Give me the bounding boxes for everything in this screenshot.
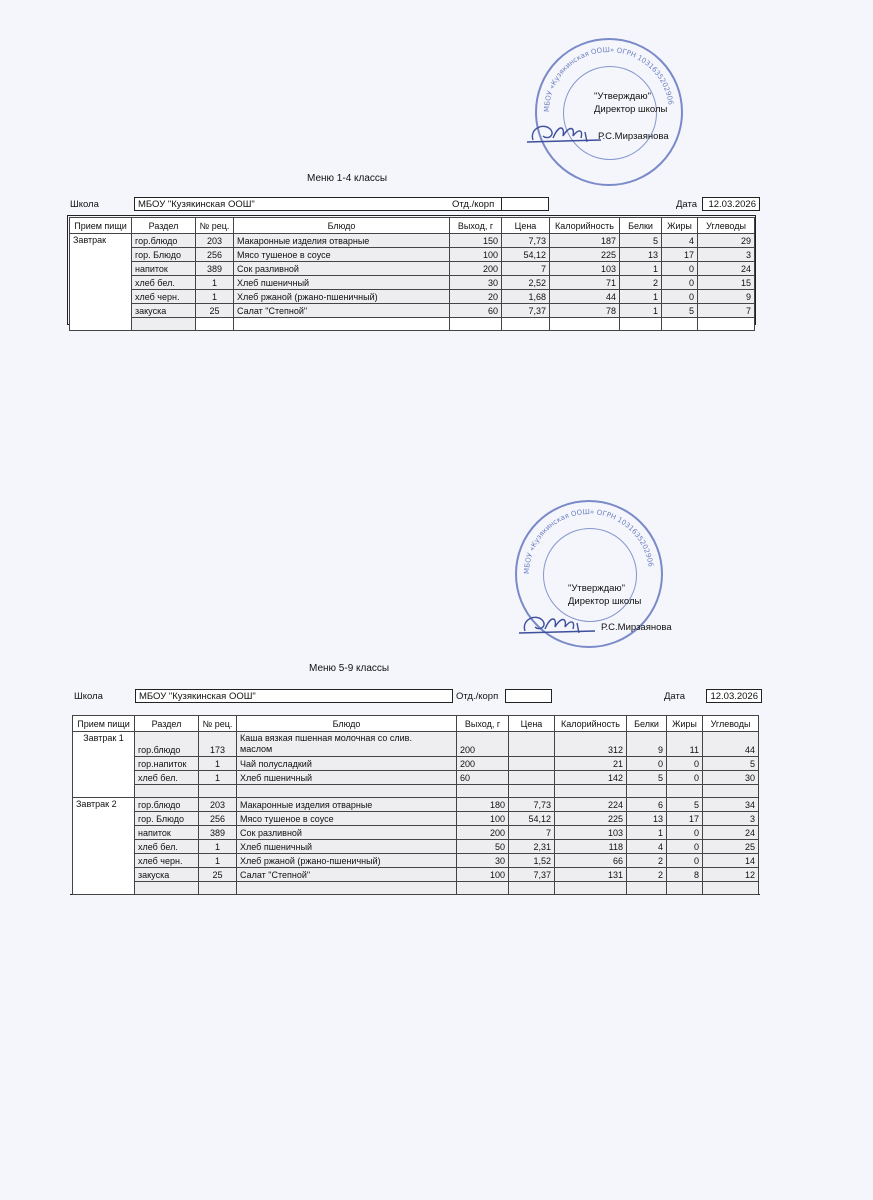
school-label: Школа bbox=[70, 199, 99, 210]
col-header: Блюдо bbox=[234, 218, 450, 234]
cell-dish: Сок разливной bbox=[234, 262, 450, 276]
col-header: Раздел bbox=[132, 218, 196, 234]
cell-carbs: 9 bbox=[698, 290, 755, 304]
cell-protein: 2 bbox=[620, 276, 662, 290]
cell-price: 7,73 bbox=[509, 798, 555, 812]
cell-yield: 200 bbox=[457, 757, 509, 771]
cell-fat: 17 bbox=[662, 248, 698, 262]
cell-calories: 187 bbox=[550, 234, 620, 248]
cell-section: гор.блюдо bbox=[135, 732, 199, 757]
table-row bbox=[70, 304, 755, 318]
cell-protein: 1 bbox=[620, 304, 662, 318]
cell-section: хлеб бел. bbox=[132, 276, 196, 290]
cell-yield: 30 bbox=[457, 854, 509, 868]
cell-carbs: 14 bbox=[703, 854, 759, 868]
cell-carbs: 29 bbox=[698, 234, 755, 248]
cell-recipe: 389 bbox=[196, 262, 234, 276]
approval-line2: Директор школы bbox=[594, 104, 668, 115]
cell-yield: 60 bbox=[450, 304, 502, 318]
cell-yield: 150 bbox=[450, 234, 502, 248]
table-row-empty bbox=[73, 785, 759, 798]
dept-field bbox=[501, 197, 549, 211]
cell-yield: 180 bbox=[457, 798, 509, 812]
cell-recipe: 389 bbox=[199, 826, 237, 840]
date-field: 12.03.2026 bbox=[702, 197, 760, 211]
cell-dish: Чай полусладкий bbox=[237, 757, 457, 771]
cell-fat: 0 bbox=[662, 276, 698, 290]
cell-dish-line1: Каша вязкая пшенная молочная со слив. bbox=[240, 733, 412, 743]
cell-section: напиток bbox=[132, 262, 196, 276]
cell-dish: Хлеб ржаной (ржано-пшеничный) bbox=[234, 290, 450, 304]
col-header: Цена bbox=[502, 218, 550, 234]
stamp-ring-text: МБОУ «Кузякинская ООШ» ОГРН 1031635202906 bbox=[542, 45, 675, 113]
cell-yield: 50 bbox=[457, 840, 509, 854]
cell-protein: 1 bbox=[627, 826, 667, 840]
cell-protein: 13 bbox=[627, 812, 667, 826]
table-row bbox=[73, 771, 759, 785]
cell-calories: 103 bbox=[555, 826, 627, 840]
approval-block bbox=[568, 582, 641, 608]
cell-yield: 100 bbox=[457, 812, 509, 826]
cell-carbs: 34 bbox=[703, 798, 759, 812]
col-header: Блюдо bbox=[237, 716, 457, 732]
col-header: № рец. bbox=[196, 218, 234, 234]
cell-price: 7 bbox=[509, 826, 555, 840]
menu-title: Меню 5-9 классы bbox=[309, 663, 390, 674]
cell-section: напиток bbox=[135, 826, 199, 840]
approval-director-name: Р.С.Мирзаянова bbox=[601, 622, 672, 633]
cell-calories: 71 bbox=[550, 276, 620, 290]
cell-price: 7,37 bbox=[509, 868, 555, 882]
menu-header-row bbox=[70, 199, 760, 213]
cell-carbs: 3 bbox=[703, 812, 759, 826]
cell-dish: Мясо тушеное в соусе bbox=[237, 812, 457, 826]
cell-dish: Сок разливной bbox=[237, 826, 457, 840]
cell-protein: 5 bbox=[627, 771, 667, 785]
col-header: Жиры bbox=[667, 716, 703, 732]
dept-label: Отд./корп bbox=[452, 199, 495, 210]
cell-protein: 4 bbox=[627, 840, 667, 854]
cell-yield: 200 bbox=[457, 826, 509, 840]
cell-calories: 312 bbox=[555, 732, 627, 757]
table-row bbox=[70, 276, 755, 290]
cell-carbs: 3 bbox=[698, 248, 755, 262]
cell-dish: Хлеб ржаной (ржано-пшеничный) bbox=[237, 854, 457, 868]
cell-dish: Мясо тушеное в соусе bbox=[234, 248, 450, 262]
cell-yield: 30 bbox=[450, 276, 502, 290]
cell-price: 2,52 bbox=[502, 276, 550, 290]
cell-yield: 100 bbox=[457, 868, 509, 882]
col-header: Углеводы bbox=[703, 716, 759, 732]
cell-price bbox=[509, 771, 555, 785]
cell-calories: 225 bbox=[550, 248, 620, 262]
approval-director-name: Р.С.Мирзаянова bbox=[598, 131, 669, 142]
cell-fat: 11 bbox=[667, 732, 703, 757]
cell-fat: 0 bbox=[667, 757, 703, 771]
school-label: Школа bbox=[74, 691, 103, 702]
cell-calories: 225 bbox=[555, 812, 627, 826]
signature-icon bbox=[525, 118, 603, 146]
cell-carbs: 7 bbox=[698, 304, 755, 318]
cell-section: гор.блюдо bbox=[135, 798, 199, 812]
cell-yield: 20 bbox=[450, 290, 502, 304]
table-row-empty bbox=[70, 318, 755, 331]
meal-cell: Завтрак 2 bbox=[73, 798, 135, 895]
cell-fat: 0 bbox=[667, 826, 703, 840]
date-label: Дата bbox=[664, 691, 686, 702]
cell-recipe: 203 bbox=[199, 798, 237, 812]
col-header: Калорийность bbox=[550, 218, 620, 234]
cell-calories: 131 bbox=[555, 868, 627, 882]
cell-calories: 142 bbox=[555, 771, 627, 785]
table-header-row bbox=[73, 716, 759, 732]
col-header: Выход, г bbox=[450, 218, 502, 234]
cell-recipe: 1 bbox=[196, 276, 234, 290]
cell-calories: 224 bbox=[555, 798, 627, 812]
cell-recipe: 1 bbox=[199, 854, 237, 868]
cell-fat: 0 bbox=[662, 290, 698, 304]
cell-calories: 66 bbox=[555, 854, 627, 868]
cell-price: 7 bbox=[502, 262, 550, 276]
cell-protein: 0 bbox=[627, 757, 667, 771]
cell-price bbox=[509, 732, 555, 757]
cell-dish: Салат "Степной" bbox=[234, 304, 450, 318]
dept-field bbox=[505, 689, 552, 703]
cell-dish: Хлеб пшеничный bbox=[237, 840, 457, 854]
cell-fat: 0 bbox=[667, 840, 703, 854]
approval-line1: "Утверждаю" bbox=[568, 583, 625, 594]
cell-carbs: 44 bbox=[703, 732, 759, 757]
cell-carbs: 30 bbox=[703, 771, 759, 785]
cell-section: гор. Блюдо bbox=[135, 812, 199, 826]
menu-table bbox=[69, 217, 755, 331]
table-header-row bbox=[70, 218, 755, 234]
col-header: Раздел bbox=[135, 716, 199, 732]
cell-carbs: 15 bbox=[698, 276, 755, 290]
table-row bbox=[73, 868, 759, 882]
cell-calories: 78 bbox=[550, 304, 620, 318]
dept-label: Отд./корп bbox=[456, 691, 499, 702]
table-row bbox=[70, 290, 755, 304]
cell-section: хлеб бел. bbox=[135, 771, 199, 785]
cell-dish: Макаронные изделия отварные bbox=[237, 798, 457, 812]
table-row bbox=[73, 826, 759, 840]
cell-carbs: 25 bbox=[703, 840, 759, 854]
cell-calories: 118 bbox=[555, 840, 627, 854]
cell-dish bbox=[237, 732, 457, 757]
menu-title: Меню 1-4 классы bbox=[307, 173, 388, 184]
signature-icon bbox=[517, 609, 597, 637]
cell-price bbox=[509, 757, 555, 771]
school-field: МБОУ "Кузякинская ООШ" bbox=[135, 689, 453, 703]
cell-protein: 2 bbox=[627, 868, 667, 882]
col-header: Калорийность bbox=[555, 716, 627, 732]
cell-price: 1,68 bbox=[502, 290, 550, 304]
table-row-empty bbox=[73, 882, 759, 895]
cell-price: 7,73 bbox=[502, 234, 550, 248]
cell-recipe: 1 bbox=[199, 771, 237, 785]
cell-calories: 103 bbox=[550, 262, 620, 276]
cell-fat: 5 bbox=[667, 798, 703, 812]
cell-recipe: 203 bbox=[196, 234, 234, 248]
table-row bbox=[73, 812, 759, 826]
cell-price: 2,31 bbox=[509, 840, 555, 854]
cell-protein: 6 bbox=[627, 798, 667, 812]
cell-fat: 0 bbox=[667, 771, 703, 785]
cell-fat: 0 bbox=[662, 262, 698, 276]
table-row bbox=[70, 248, 755, 262]
col-header: Прием пищи bbox=[73, 716, 135, 732]
cell-recipe: 173 bbox=[199, 732, 237, 757]
cell-yield: 100 bbox=[450, 248, 502, 262]
cell-price: 1,52 bbox=[509, 854, 555, 868]
approval-line1: "Утверждаю" bbox=[594, 91, 651, 102]
cell-protein: 2 bbox=[627, 854, 667, 868]
cell-dish: Макаронные изделия отварные bbox=[234, 234, 450, 248]
cell-section: хлеб черн. bbox=[135, 854, 199, 868]
cell-section: хлеб бел. bbox=[135, 840, 199, 854]
col-header: Выход, г bbox=[457, 716, 509, 732]
table-row bbox=[73, 732, 759, 757]
meal-cell: Завтрак 1 bbox=[73, 732, 135, 798]
cell-recipe: 256 bbox=[199, 812, 237, 826]
cell-section: хлеб черн. bbox=[132, 290, 196, 304]
cell-section: гор. Блюдо bbox=[132, 248, 196, 262]
cell-protein: 1 bbox=[620, 290, 662, 304]
cell-fat: 0 bbox=[667, 854, 703, 868]
cell-carbs: 24 bbox=[703, 826, 759, 840]
cell-section: гор.напиток bbox=[135, 757, 199, 771]
cell-dish: Салат "Степной" bbox=[237, 868, 457, 882]
approval-line2: Директор школы bbox=[568, 596, 642, 607]
cell-price: 54,12 bbox=[509, 812, 555, 826]
svg-text:МБОУ «Кузякинская ООШ» ОГРН 10 bbox=[523, 508, 655, 574]
meal-cell: Завтрак bbox=[70, 234, 132, 331]
col-header: Белки bbox=[620, 218, 662, 234]
cell-yield: 60 bbox=[457, 771, 509, 785]
menu-header-row bbox=[74, 691, 762, 705]
cell-protein: 9 bbox=[627, 732, 667, 757]
cell-recipe: 25 bbox=[199, 868, 237, 882]
cell-protein: 5 bbox=[620, 234, 662, 248]
col-header: Углеводы bbox=[698, 218, 755, 234]
cell-recipe: 1 bbox=[199, 757, 237, 771]
cell-section: гор.блюдо bbox=[132, 234, 196, 248]
table-row bbox=[73, 798, 759, 812]
cell-protein: 1 bbox=[620, 262, 662, 276]
cell-recipe: 1 bbox=[196, 290, 234, 304]
col-header: Белки bbox=[627, 716, 667, 732]
cell-section: закуска bbox=[135, 868, 199, 882]
cell-recipe: 256 bbox=[196, 248, 234, 262]
cell-carbs: 24 bbox=[698, 262, 755, 276]
col-header: Прием пищи bbox=[70, 218, 132, 234]
cell-dish-line2: маслом bbox=[240, 744, 273, 754]
table-row bbox=[73, 840, 759, 854]
approval-block bbox=[594, 90, 667, 116]
date-field: 12.03.2026 bbox=[706, 689, 762, 703]
cell-yield: 200 bbox=[450, 262, 502, 276]
table-row bbox=[73, 854, 759, 868]
cell-price: 7,37 bbox=[502, 304, 550, 318]
cell-dish: Хлеб пшеничный bbox=[234, 276, 450, 290]
table-row bbox=[70, 234, 755, 248]
col-header: Жиры bbox=[662, 218, 698, 234]
cell-price: 54,12 bbox=[502, 248, 550, 262]
cell-fat: 4 bbox=[662, 234, 698, 248]
cell-fat: 8 bbox=[667, 868, 703, 882]
date-label: Дата bbox=[676, 199, 698, 210]
cell-carbs: 5 bbox=[703, 757, 759, 771]
cell-section: закуска bbox=[132, 304, 196, 318]
cell-fat: 5 bbox=[662, 304, 698, 318]
stamp-ring-text: МБОУ «Кузякинская ООШ» ОГРН 1031635202906 bbox=[522, 507, 655, 575]
cell-yield: 200 bbox=[457, 732, 509, 757]
cell-calories: 44 bbox=[550, 290, 620, 304]
cell-calories: 21 bbox=[555, 757, 627, 771]
cell-dish: Хлеб пшеничный bbox=[237, 771, 457, 785]
cell-recipe: 25 bbox=[196, 304, 234, 318]
cell-fat: 17 bbox=[667, 812, 703, 826]
cell-protein: 13 bbox=[620, 248, 662, 262]
menu-table bbox=[72, 715, 759, 895]
col-header: Цена bbox=[509, 716, 555, 732]
table-row bbox=[73, 757, 759, 771]
cell-carbs: 12 bbox=[703, 868, 759, 882]
col-header: № рец. bbox=[199, 716, 237, 732]
table-row bbox=[70, 262, 755, 276]
cell-recipe: 1 bbox=[199, 840, 237, 854]
school-field: МБОУ "Кузякинская ООШ" bbox=[134, 197, 518, 211]
